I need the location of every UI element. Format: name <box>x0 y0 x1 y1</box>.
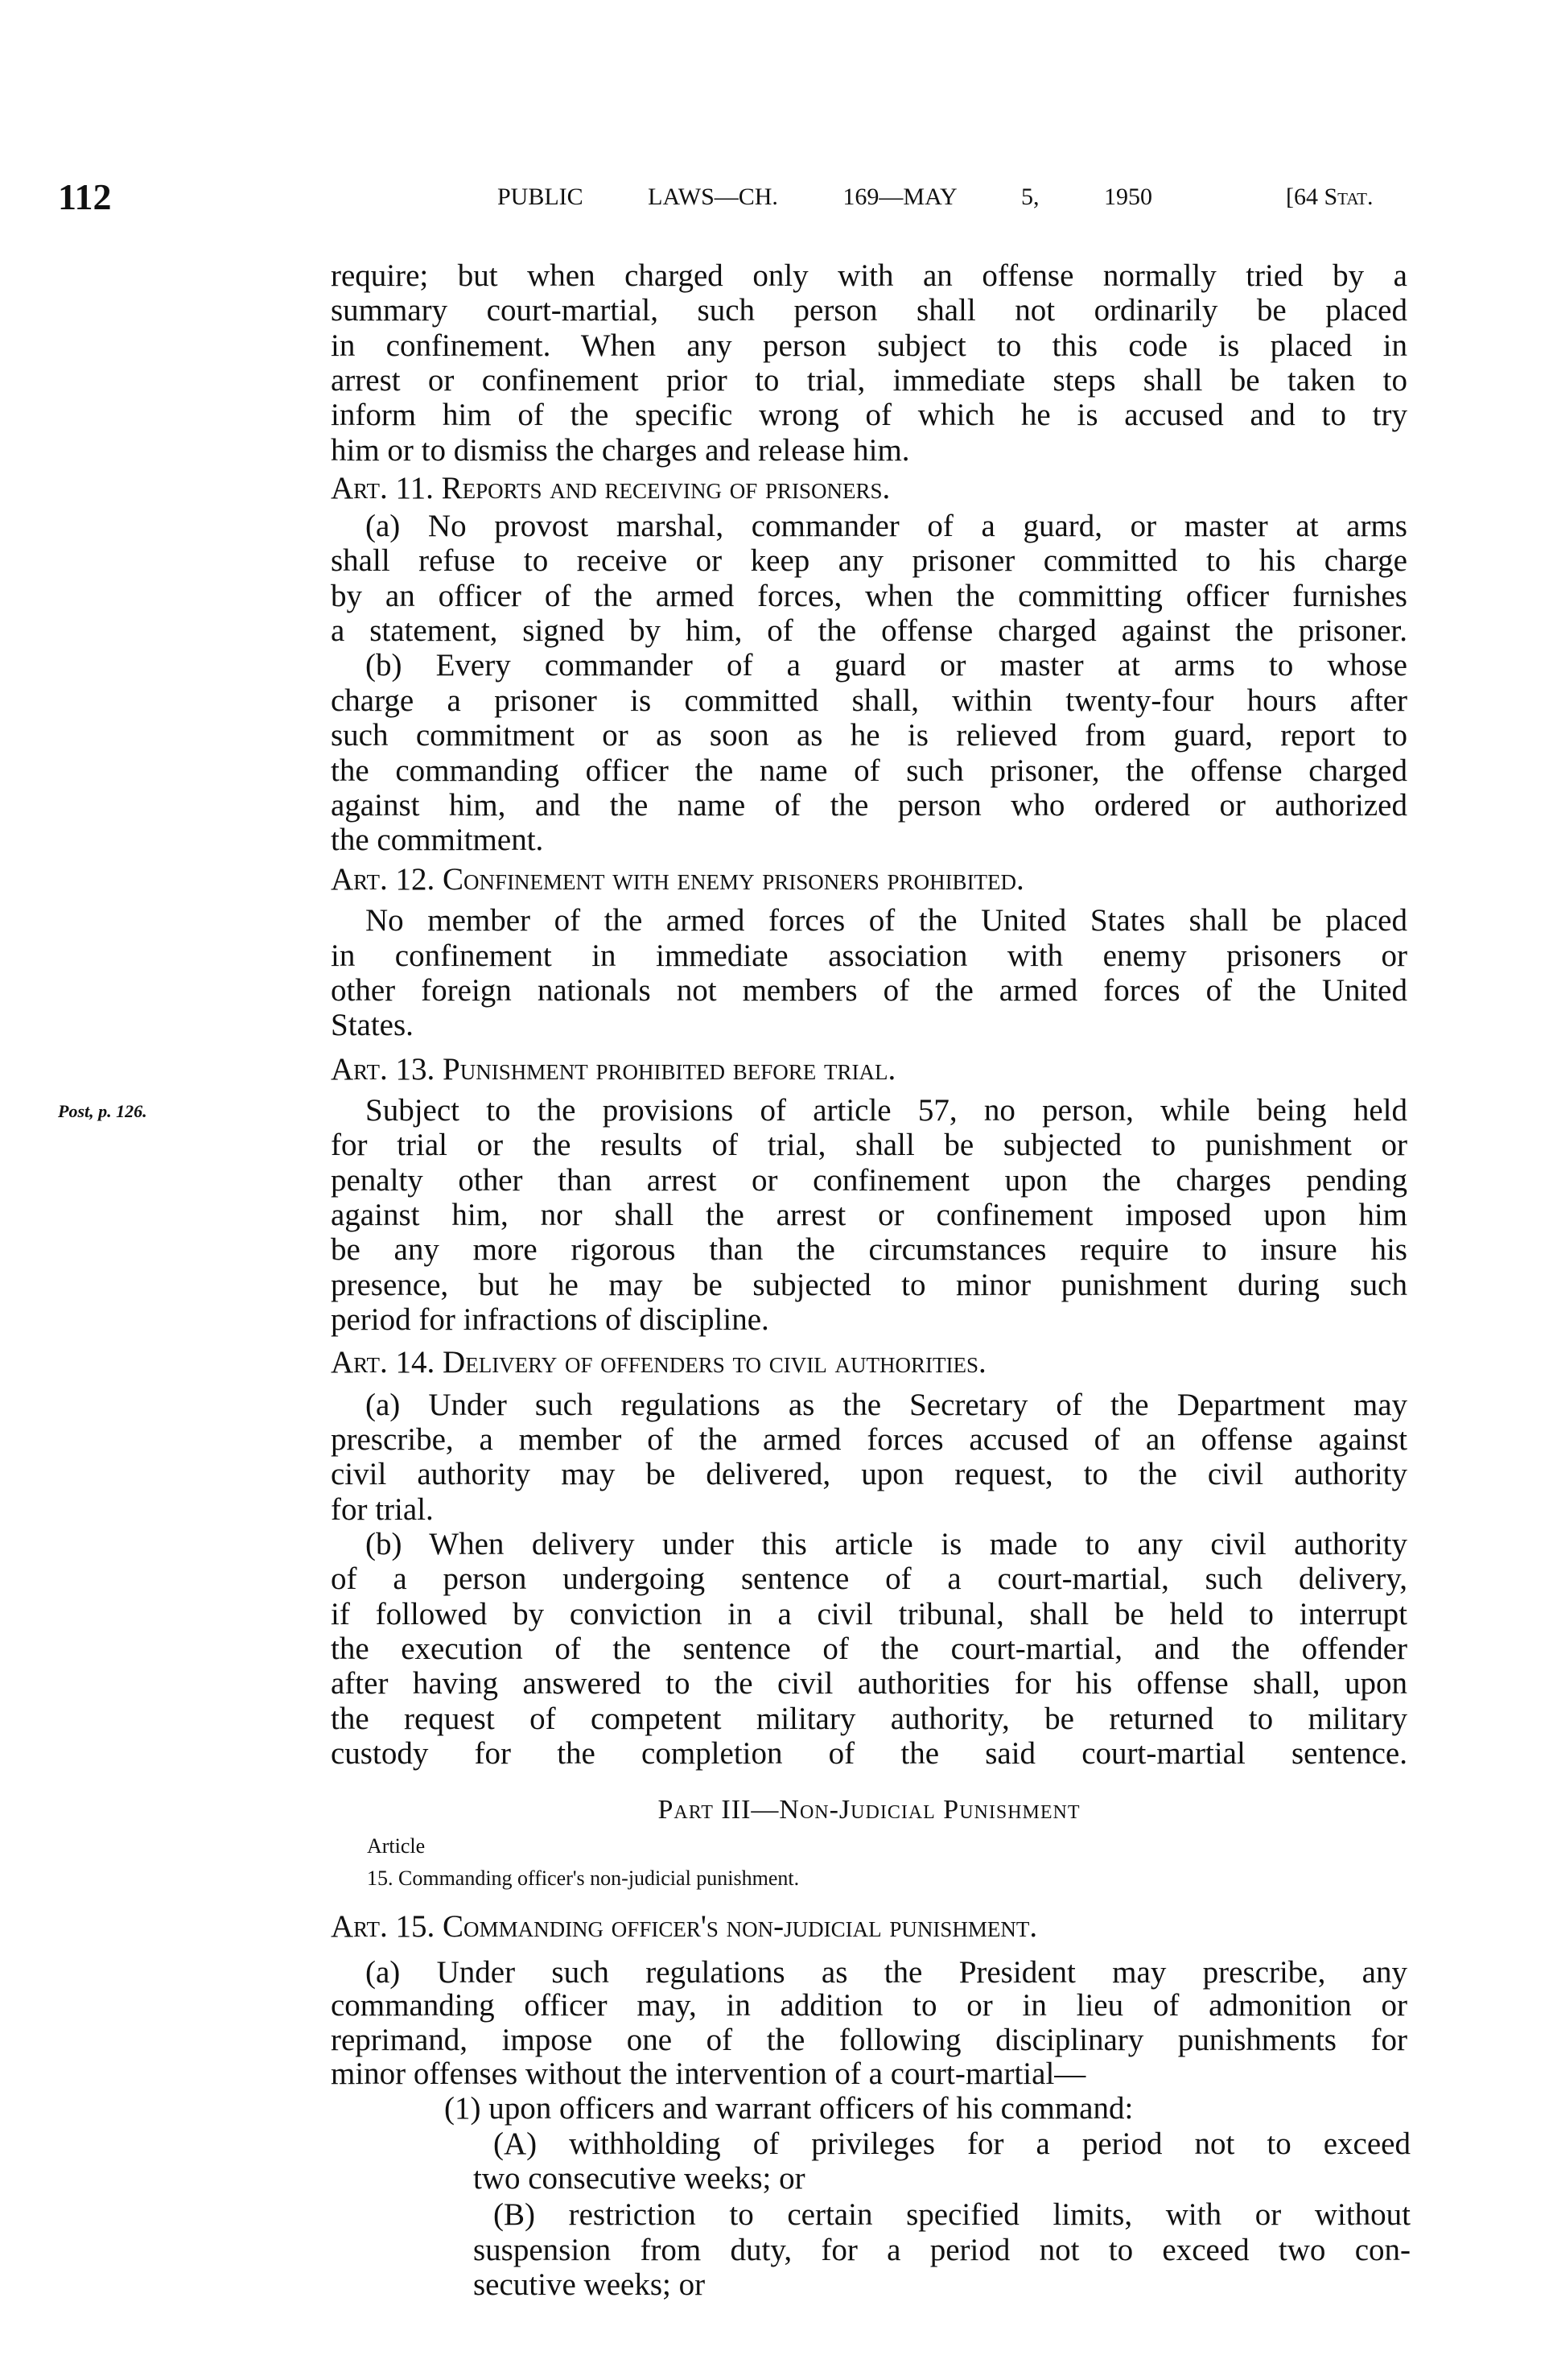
text-line: against him, nor shall the arrest or confinement imposed upon him <box>331 1198 1407 1232</box>
text-line: shall refuse to receive or keep any prisoner committed to his charge <box>331 543 1407 578</box>
text-line: No member of the armed forces of the United States shall be placed <box>365 903 1407 938</box>
text-line: penalty other than arrest or confinement upon the charges pending <box>331 1163 1407 1198</box>
part-heading: Part III—Non-Judicial Punishment <box>657 1795 1081 1825</box>
text-line: be any more rigorous than the circumstances require to insure his <box>331 1232 1407 1267</box>
toc-item: 15. Commanding officer's non-judicial punishment. <box>367 1866 800 1890</box>
text-line: (a) Under such regulations as the President may prescribe, any <box>365 1955 1407 1990</box>
text-line: suspension from duty, for a period not to exceed two con- <box>473 2233 1411 2267</box>
text-line: against him, and the name of the person who ordered or authorized <box>331 788 1407 823</box>
text-line: by an officer of the armed forces, when the committing officer furnishes <box>331 579 1407 613</box>
text-line: prescribe, a member of the armed forces accused of an offense against <box>331 1422 1407 1457</box>
text-line: the commitment. <box>331 823 544 857</box>
text-line: presence, but he may be subjected to minor punishment during such <box>331 1268 1407 1302</box>
text-line: for trial or the results of trial, shall be subjected to punishment or <box>331 1128 1407 1162</box>
text-line: of a person undergoing sentence of a court-martial, such delivery, <box>331 1561 1407 1596</box>
text-line: (b) When delivery under this article is made to any civil authority <box>365 1527 1407 1561</box>
text-line: if followed by conviction in a civil tribunal, shall be held to interrupt <box>331 1597 1407 1631</box>
text-line: other foreign nationals not members of the armed forces of the United <box>331 973 1407 1008</box>
text-line: commanding officer may, in addition to or in lieu of admonition or <box>331 1988 1407 2023</box>
text-line: reprimand, impose one of the following disciplinary punishments for <box>331 2023 1407 2057</box>
page-number: 112 <box>58 176 112 217</box>
text-line: custody for the completion of the said court-martial sentence. <box>331 1736 1407 1771</box>
running-title: PUBLIC LAWS—CH. 169—MAY 5, 1950 <box>497 184 1152 210</box>
text-line: summary court-martial, such person shall not ordinarily be placed <box>331 293 1407 328</box>
article-13-title: Art. 13. Punishment prohibited before trial. <box>331 1052 896 1087</box>
text-line: such commitment or as soon as he is relieved from guard, report to <box>331 718 1407 753</box>
text-line: after having answered to the civil authorities for his offense shall, upon <box>331 1666 1407 1701</box>
text-line: the execution of the sentence of the court-martial, and the offender <box>331 1631 1407 1666</box>
text-line: for trial. <box>331 1492 434 1527</box>
text-line: secutive weeks; or <box>473 2267 706 2302</box>
text-line: States. <box>331 1008 414 1042</box>
text-line: inform him of the specific wrong of which he is accused and to try <box>331 398 1407 432</box>
volume-reference: [64 Stat. <box>1286 184 1374 210</box>
text-line: minor offenses without the intervention of a court-martial— <box>331 2056 1086 2091</box>
text-line: (b) Every commander of a guard or master at arms to whose <box>365 648 1407 683</box>
toc-label: Article <box>367 1834 426 1858</box>
text-line: two consecutive weeks; or <box>473 2161 805 2196</box>
text-line: (a) Under such regulations as the Secretary of the Department may <box>365 1388 1407 1422</box>
text-line: arrest or confinement prior to trial, immediate steps shall be taken to <box>331 363 1407 398</box>
article-11-title: Art. 11. Reports and receiving of prisoners. <box>331 471 891 505</box>
text-line: the commanding officer the name of such prisoner, the offense charged <box>331 753 1407 788</box>
article-14-title: Art. 14. Delivery of offenders to civil authorities. <box>331 1345 987 1380</box>
text-line: (B) restriction to certain specified limits, with or without <box>493 2197 1411 2232</box>
text-line: the request of competent military authority, be returned to military <box>331 1701 1407 1736</box>
text-line: in confinement in immediate association with enemy prisoners or <box>331 938 1407 973</box>
text-line: Subject to the provisions of article 57, no person, while being held <box>365 1093 1407 1128</box>
text-line: (1) upon officers and warrant officers of his command: <box>444 2091 1134 2126</box>
text-line: (a) No provost marshal, commander of a guard, or master at arms <box>365 509 1407 543</box>
article-15-title: Art. 15. Commanding officer's non-judicial punishment. <box>331 1909 1038 1944</box>
text-line: period for infractions of discipline. <box>331 1302 769 1337</box>
text-line: (A) withholding of privileges for a period not to exceed <box>493 2126 1411 2161</box>
text-line: him or to dismiss the charges and release him. <box>331 433 910 468</box>
text-line: a statement, signed by him, of the offense charged against the prisoner. <box>331 613 1407 648</box>
article-12-title: Art. 12. Confinement with enemy prisoners prohibited. <box>331 862 1024 897</box>
text-line: in confinement. When any person subject to this code is placed in <box>331 328 1407 363</box>
margin-note: Post, p. 126. <box>58 1101 147 1121</box>
text-line: charge a prisoner is committed shall, within twenty-four hours after <box>331 683 1407 718</box>
text-line: civil authority may be delivered, upon request, to the civil authority <box>331 1457 1407 1491</box>
text-line: require; but when charged only with an offense normally tried by a <box>331 258 1407 293</box>
